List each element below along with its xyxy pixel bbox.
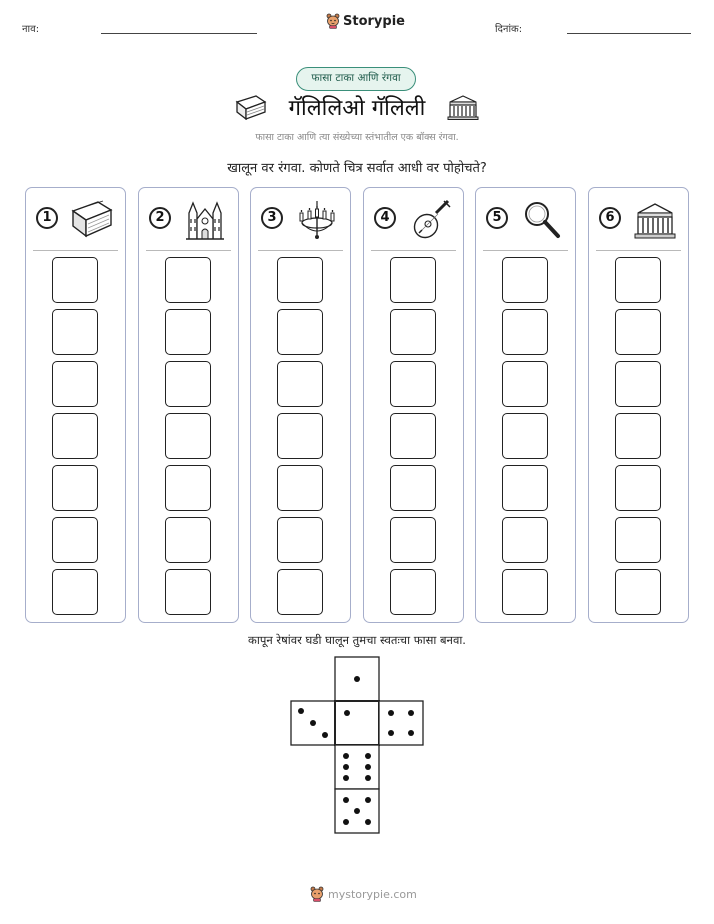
page-title: गॅलिलिओ गॅलिली [288,96,426,121]
instruction-text: खालून वर रंगवा. कोणते चित्र सर्वात आधी वर पोहोचते? [227,161,487,176]
page-subtitle: फासा टाका आणि त्या संख्येच्या स्तंभातील एक बॉक्स रंगवा. [255,132,459,143]
dice-face-right [379,701,423,745]
dice-face-lower [335,745,379,789]
dice-face-center [335,701,379,745]
activity-badge: फासा टाका आणि रंगवा [296,67,416,91]
cut-instruction: कापून रेषांवर घडी घालून तुमचा स्वतःचा फासा बनवा. [248,633,466,647]
column-number: 3 [261,207,283,229]
column-number: 5 [486,207,508,229]
storypie-mascot-icon [310,886,324,902]
name-label: नाव: [22,24,40,35]
column-number: 4 [374,207,396,229]
brand-name: Storypie [343,13,405,29]
column-number: 6 [599,207,621,229]
footer-url[interactable]: mystorypie.com [328,887,417,901]
column-number: 1 [36,207,58,229]
column-number: 2 [149,207,171,229]
date-label: दिनांक: [495,24,523,35]
footer [310,886,417,902]
